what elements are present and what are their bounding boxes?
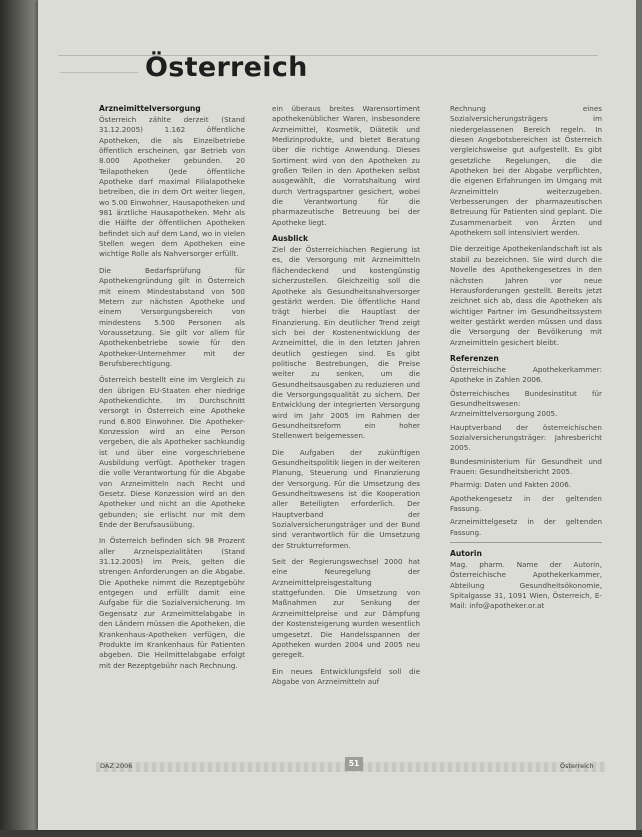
paragraph: Ziel der Österreichischen Regierung ist es, die Versorgung mit Arzneimitteln flächendeckend und kostengünstig sicherzustellen. Gleichzeitig soll die Apotheke als Gesundheitsnahversorger gestärkt werden. Die öffentliche Hand trägt hierbei die Hauptlast der Finanzierung. Ein deutlicher Trend zeigt sich bei der Kostenentwicklung der Arzneimittel, die in den letzten Jahren deutlich gestiegen sind. Es gibt politische Bestrebungen, die Preise weiter zu senken, um die Gesundheitsausgaben zu reduzieren und die Versorgungsqualität zu sichern. Der Entwicklung der integrierten Versorgung wird im Jahr 2005 im Rahmen der Gesundheitsreform ein hoher Stellenwert beigemessen. (272, 245, 420, 441)
reference-item: Österreichisches Bundesinstitut für Gesundheitswesen: Arzneimittelversorgung 2005. (450, 388, 602, 419)
reference-item: Hauptverband der österreichischen Sozialversicherungsträger: Jahresbericht 2005. (450, 422, 602, 453)
paragraph: In Österreich befinden sich 98 Prozent aller Arzneispezialitäten (Stand 31.12.2005) im Preis, gelten die strengen Anforderungen an die Abgabe. Die Apotheke nimmt die Rezeptgebühr entgegen und erfüllt damit eine Aufgabe für die Sozialversicherung. Im Gegensatz zur Arzneimittelabgabe in den Ländern müssen die Apotheken, die Krankenhaus-Apotheken verfügen, die Produkte im Krankenhaus für Patienten abgeben. Die Heilmittelabgabe erfolgt mit der Rezeptgebühr nach Rechnung. (99, 536, 245, 670)
paragraph: Die Aufgaben der zukünftigen Gesundheitspolitik liegen in der weiteren Planung, Steuerung und Finanzierung der Versorgung. Für die Umsetzung des Gesundheitswesens ist die Kooperation aller Beteiligten erforderlich. Der Hauptverband der Sozialversicherungsträger und der Bund sind verantwortlich für die Umsetzung der Strukturreformen. (272, 447, 420, 550)
paragraph: Ein neues Entwicklungsfeld soll die Abgabe von Arzneimitteln auf (272, 666, 420, 686)
page-title: Österreich (145, 52, 308, 83)
page-number: 51 (345, 757, 363, 771)
footer-section: Österreich (560, 762, 594, 770)
paragraph: Österreich zählte derzeit (Stand 31.12.2005) 1.162 öffentliche Apotheken, die als Einzelbetriebe öffentlich erscheinen, gar Betrieb von 8.000 Apotheker gebunden. 20 Teilapotheken (Jede öffentliche Apotheke darf maximal Filialapotheke betreiben, die in dem Ort weiter liegen, wo 5.00 Einwohner, Hausapotheken und 981 ärztliche Hausapotheken. Mehr als die Hälfte der öffentlichen Apotheken befindet sich auf dem Land, wo in vielen Stellen wegen dem Apotheken eine wichtige Rolle als Nahversorger erfüllt. (99, 115, 245, 259)
divider (450, 542, 602, 543)
section-heading-ausblick: Ausblick (272, 234, 308, 244)
reference-item: Arzneimittelgesetz in der geltenden Fassung. (450, 517, 602, 537)
paragraph: ein überaus breites Warensortiment apothekenüblicher Waren, insbesondere Arzneimittel, Kosmetik, Diätetik und Medizinprodukte, und bietet Beratung über die richtige Anwendung. Dieses Sortiment wird von den Apotheken zu großen Teilen in den Apotheken selbst ausgewählt, die Vorratshaltung wird durch Vertragspartner gesichert, wobei die Verantwortung für die pharmazeutische Betreuung bei der Apotheke liegt. (272, 104, 420, 227)
reference-list (450, 365, 602, 538)
paragraph: Seit der Regierungswechsel 2000 hat eine Neuregelung der Arzneimittelpreisgestaltung stattgefunden. Die Umsetzung von Maßnahmen zur Senkung der Arzneimittelpreise und zur Dämpfung der Kostensteigerung wurden wesentlich umgesetzt. Die Handelsspannen der Apotheken wurden 2004 und 2005 neu geregelt. (272, 557, 420, 660)
author-info: Mag. pharm. Name der Autorin, Österreichische Apothekerkammer, Abteilung Gesundheitsökonomie, Spitalgasse 31, 1091 Wien, Österreich, E-Mail: info@apotheker.or.at (450, 560, 602, 611)
section-heading-referenzen: Referenzen (450, 353, 499, 363)
text-column-3 (450, 104, 602, 618)
paragraph: Die Bedarfsprüfung für Apothekengründung gilt in Österreich mit einem Mindestabstand von 500 Metern zur nächsten Apotheke und einem Versorgungsbereich von mindestens 5.500 Personen als Voraussetzung. Sie gilt vor allem für Apothekenbetriebe sowie für den Apotheker-Unternehmer mit der Berufsberechtigung. (99, 265, 245, 368)
scan-bottom-edge (0, 830, 642, 837)
paragraph: Rechnung eines Sozialversicherungsträgers im niedergelassenen Bereich regeln. In diesen Angebotsbereichen ist Österreich vergleichsweise gut aufgestellt. Es gibt gesetzliche Regelungen, die die Apotheken bei der Abgabe verpflichten, die eigenen Erfahrungen im Umgang mit Arzneimitteln weiterzugeben. Verbesserungen der pharmazeutischen Betreuung für Patienten sind geplant. Die Zusammenarbeit von Ärzten und Apothekern soll intensiviert werden. (450, 104, 602, 238)
title-band (58, 55, 598, 90)
reference-item: Pharmig: Daten und Fakten 2006. (450, 480, 572, 490)
text-column-1 (99, 104, 245, 677)
section-heading-arzneimittelversorgung: Arzneimittelversorgung (99, 104, 201, 113)
title-rule (60, 72, 138, 73)
reference-item: Bundesministerium für Gesundheit und Frauen: Gesundheitsbericht 2005. (450, 456, 602, 476)
text-column-2 (272, 104, 420, 693)
footer-issue: DAZ 2006 (100, 762, 133, 770)
paragraph: Österreich bestellt eine im Vergleich zu den übrigen EU-Staaten eher niedrige Apothekendichte. Im Durchschnitt versorgt in Österreich eine Apotheke rund 6.800 Einwohner. Die Apotheker-Konzession wird an eine Person vergeben, die als Apotheker sachkundig ist und über eine vorgeschriebene Ausbildung verfügt. Apotheker tragen die volle Verantwortung für die Abgabe von Arzneimitteln nach Recht und Gesetz. Diese Konzession wird an den Apotheker und nicht an die Apotheke gebunden; sie erlischt nur mit dem Ende der Berufsausübung. (99, 375, 245, 530)
reference-item: Apothekengesetz in der geltenden Fassung. (450, 493, 602, 514)
section-heading-autorin: Autorin (450, 549, 482, 559)
paragraph: Die derzeitige Apothekenlandschaft ist als stabil zu bezeichnen. Sie wird durch die Novelle des Apothekengesetzes in den nächsten Jahren vor neue Herausforderungen gestellt. Bereits jetzt zeichnet sich ab, dass die Apotheken als wichtiger Partner im Gesundheitssystem weiter gestärkt werden müssen und dass die Versorgung der Bevölkerung mit Arzneimitteln gesichert bleibt. (450, 244, 602, 347)
book-spine-shadow (0, 0, 38, 837)
reference-item: Österreichische Apothekerkammer: Apotheke in Zahlen 2006. (450, 364, 602, 385)
